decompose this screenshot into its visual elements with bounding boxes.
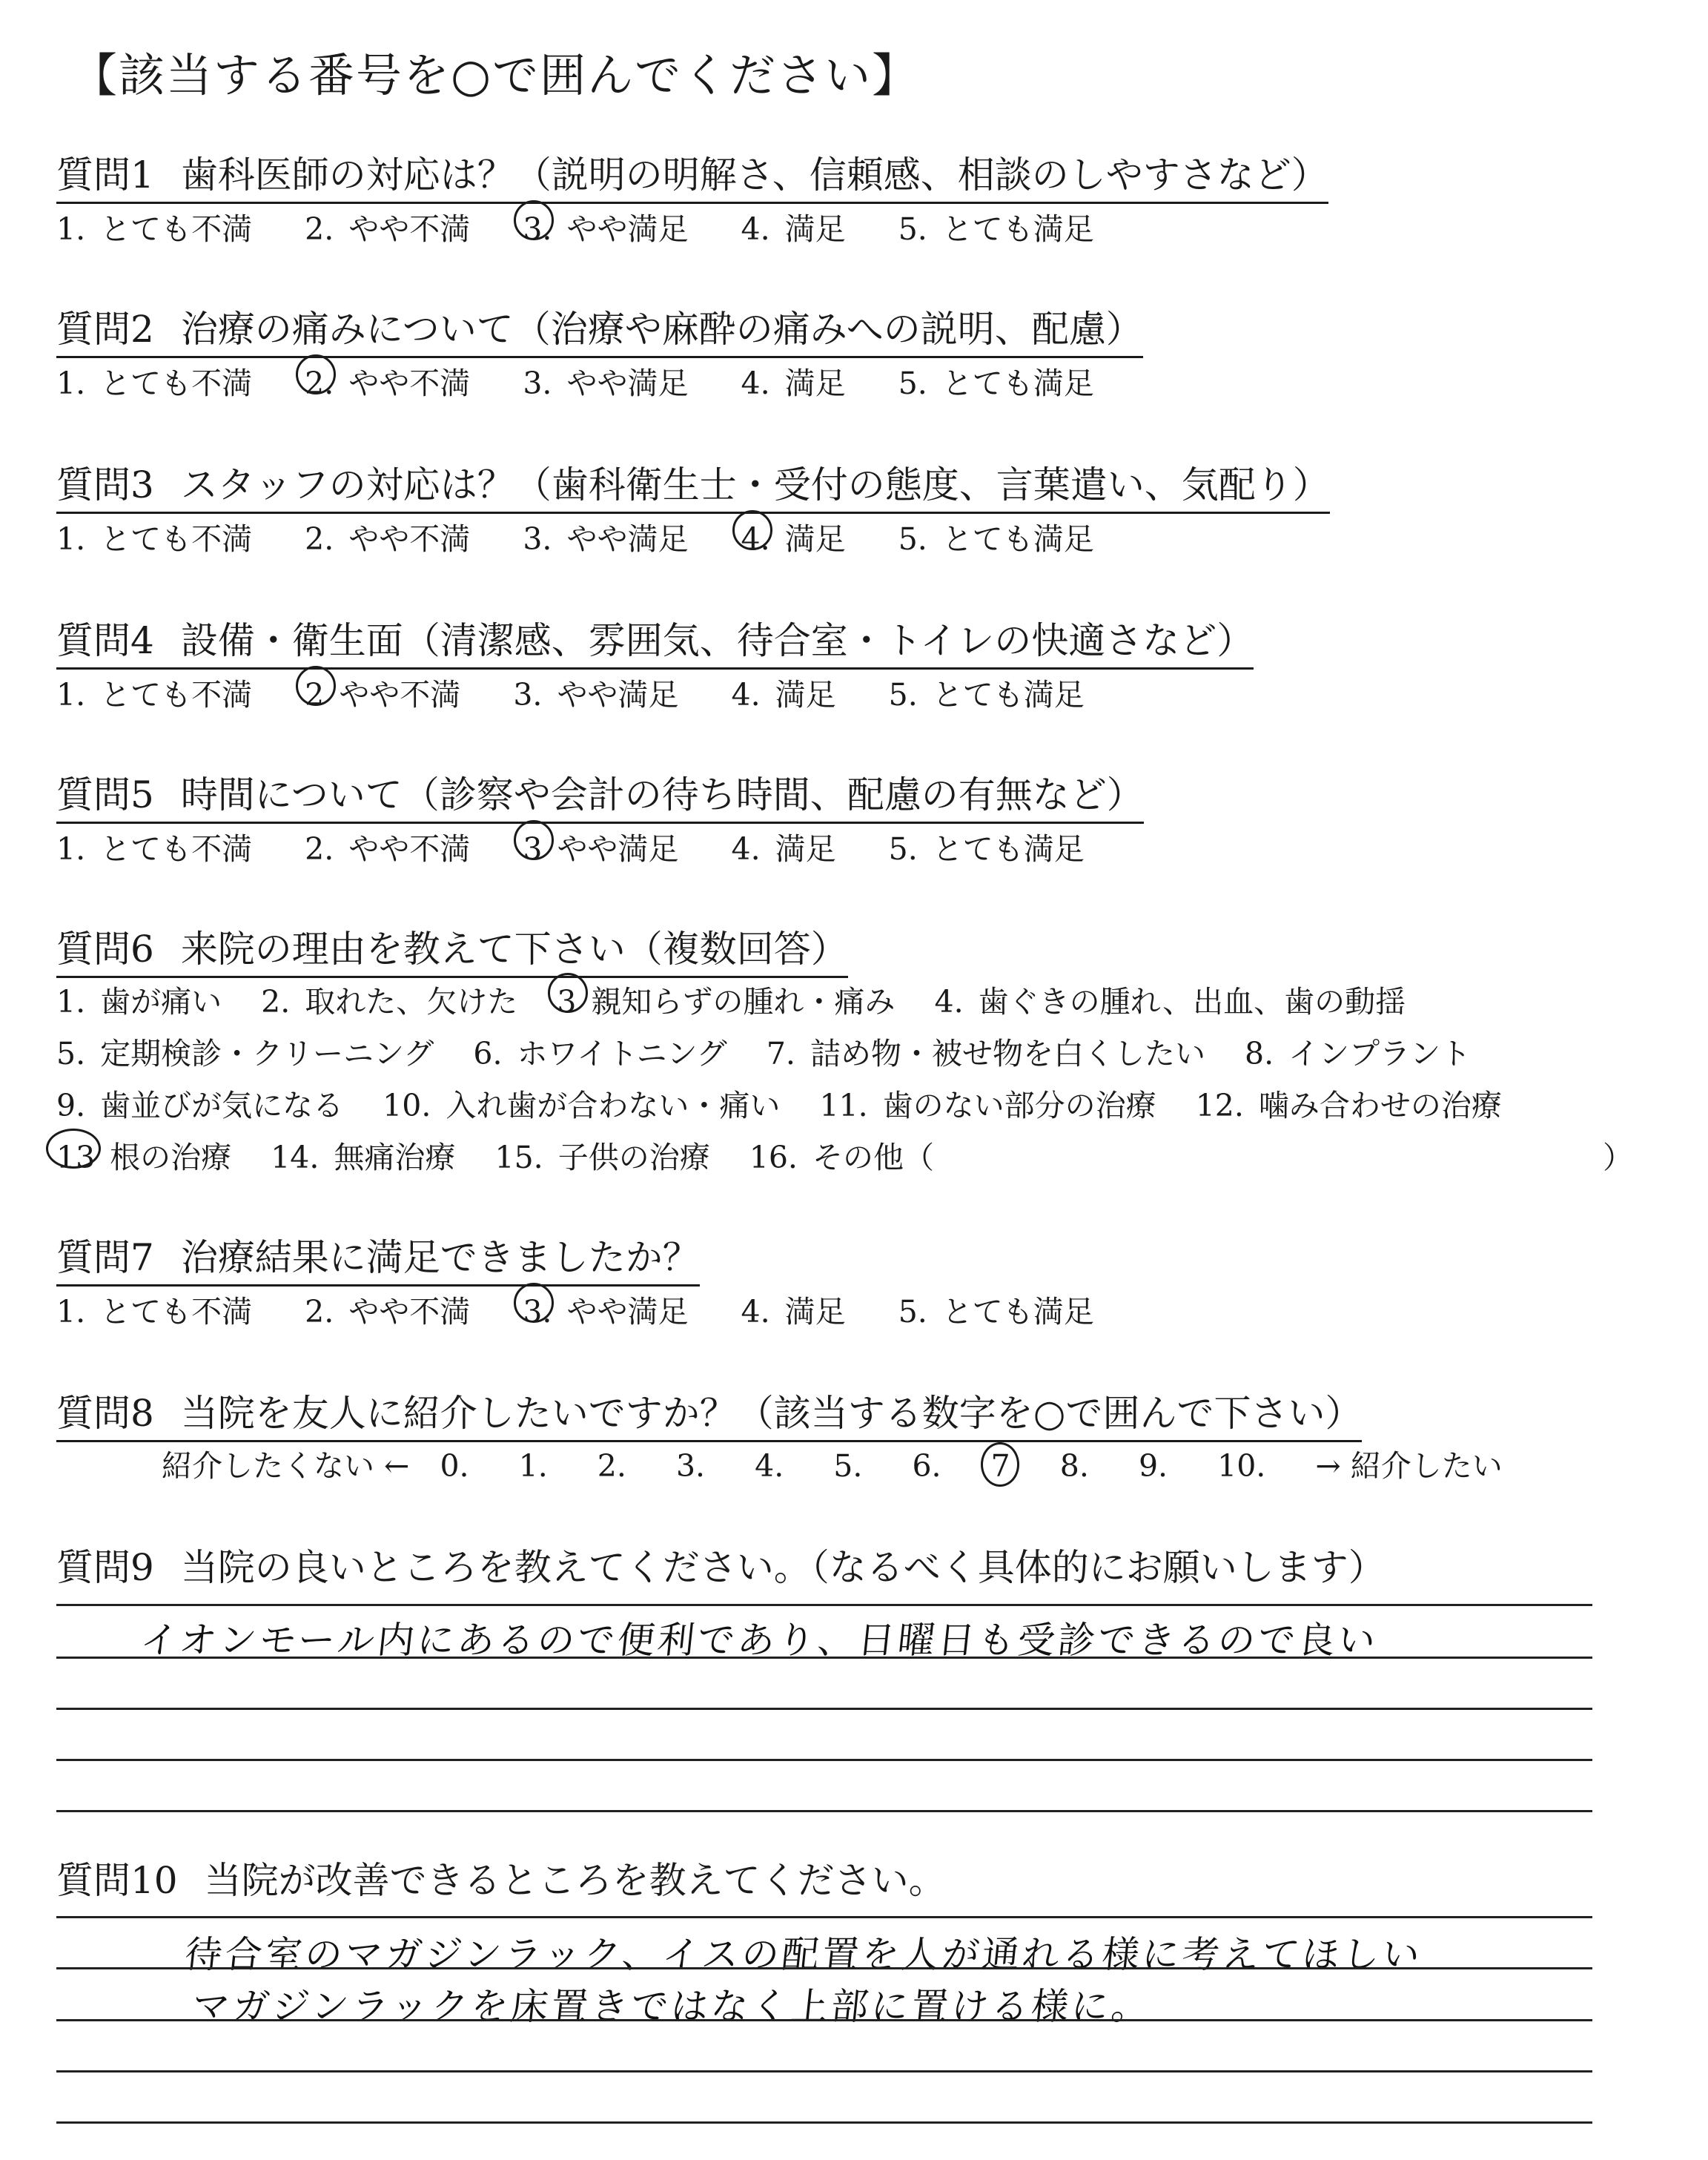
q7-option-4[interactable]: 4. 満足 — [741, 1294, 846, 1330]
q8-value-7-selected[interactable]: 7 — [990, 1448, 1010, 1484]
q6-option-6[interactable]: 6. ホワイトニング — [473, 1036, 727, 1071]
q6-row-1 — [56, 977, 1435, 1021]
q1-option-4[interactable]: 4. 満足 — [741, 211, 846, 247]
q6-text: 来院の理由を教えて下さい（複数回答） — [180, 928, 848, 971]
q5-option-2[interactable]: 2. やや不満 — [305, 831, 471, 867]
q7-number: 質問7 — [56, 1236, 154, 1279]
q9-title — [56, 1538, 1386, 1594]
q3-number: 質問3 — [56, 463, 154, 506]
q5-text: 時間について（診察や会計の待ち時間、配慮の有無など） — [180, 773, 1144, 816]
q3-option-1[interactable]: 1. とても不満 — [56, 521, 253, 557]
q9-answer-text[interactable]: イオンモール内にあるので便利であり、日曜日も受診できるので良い — [138, 1619, 1381, 1662]
q4-option-5[interactable]: 5. とても満足 — [888, 677, 1085, 713]
q7-option-5[interactable]: 5. とても満足 — [898, 1294, 1094, 1330]
q6-option-11[interactable]: 11. 歯のない部分の治療 — [819, 1088, 1156, 1123]
q7-title — [56, 1228, 700, 1287]
q1-text: 歯科医師の対応は？（説明の明解さ、信頼感、相談のしやすさなど） — [180, 153, 1328, 196]
q7-text: 治療結果に満足できましたか？ — [180, 1236, 700, 1279]
q8-left-label: 紹介したくない ← — [162, 1448, 410, 1484]
q6-row-4 — [56, 1133, 964, 1177]
q8-value-2[interactable]: 2. — [597, 1448, 626, 1484]
q5-options — [56, 825, 1664, 868]
q10-answer-line-5 — [56, 2121, 1592, 2124]
q7-option-2[interactable]: 2. やや不満 — [305, 1294, 471, 1330]
q4-text: 設備・衛生面（清潔感、雰囲気、待合室・トイレの快適さなど） — [180, 619, 1254, 662]
q3-text: スタッフの対応は？（歯科衛生士・受付の態度、言葉遣い、気配り） — [180, 463, 1330, 506]
q10-text: 当院が改善できるところを教えてください。 — [204, 1859, 946, 1902]
q10-number: 質問10 — [56, 1859, 178, 1902]
q9-answer-line-5 — [56, 1810, 1592, 1812]
q10-answer-text-line-1[interactable]: 待合室のマガジンラック、イスの配置を人が通れる様に考えてほしい — [182, 1933, 1425, 1976]
q10-answer-line-1 — [56, 1916, 1592, 1918]
q6-option-5[interactable]: 5. 定期検診・クリーニング — [56, 1036, 434, 1071]
q6-option-1[interactable]: 1. 歯が痛い — [56, 984, 222, 1020]
q2-option-2-selected[interactable]: 2. やや不満 — [305, 366, 471, 401]
q2-option-1[interactable]: 1. とても不満 — [56, 366, 253, 401]
q8-value-8[interactable]: 8. — [1059, 1448, 1089, 1484]
q10-answer-line-4 — [56, 2070, 1592, 2073]
form-header: 【該当する番号を○で囲んでください】 — [71, 48, 920, 102]
q5-option-5[interactable]: 5. とても満足 — [888, 831, 1085, 867]
q9-answer-line-2 — [56, 1657, 1592, 1659]
q6-option-10[interactable]: 10. 入れ歯が合わない・痛い — [383, 1088, 781, 1123]
q4-options — [56, 670, 1664, 714]
q5-title — [56, 765, 1144, 824]
q9-answer-line-1 — [56, 1604, 1592, 1606]
q2-option-5[interactable]: 5. とても満足 — [898, 366, 1094, 401]
q1-title — [56, 145, 1328, 204]
q6-option-4[interactable]: 4. 歯ぐきの腫れ、出血、歯の動揺 — [934, 984, 1406, 1020]
q3-option-3[interactable]: 3. やや満足 — [523, 521, 689, 557]
q8-value-3[interactable]: 3. — [675, 1448, 706, 1484]
q7-options — [56, 1287, 1664, 1331]
q6-option-15[interactable]: 15. 子供の治療 — [494, 1140, 710, 1175]
q8-value-0[interactable]: 0. — [440, 1448, 469, 1484]
q8-number: 質問8 — [56, 1392, 154, 1435]
q6-option-14[interactable]: 14. 無痛治療 — [271, 1140, 456, 1175]
q5-number: 質問5 — [56, 773, 154, 816]
q2-number: 質問2 — [56, 308, 154, 351]
q9-answer-line-3 — [56, 1708, 1592, 1710]
q2-option-3[interactable]: 3. やや満足 — [523, 366, 689, 401]
q10-answer-line-3 — [56, 2019, 1592, 2021]
q3-option-5[interactable]: 5. とても満足 — [898, 521, 1094, 557]
q1-number: 質問1 — [56, 153, 154, 196]
q1-options — [56, 205, 1664, 248]
q1-option-2[interactable]: 2. やや不満 — [305, 211, 471, 247]
q10-answer-line-2 — [56, 1967, 1592, 1969]
q1-option-3-selected[interactable]: 3. やや満足 — [523, 211, 689, 247]
q10-title — [56, 1851, 946, 1907]
q3-option-4-selected[interactable]: 4. 満足 — [741, 521, 846, 557]
q8-value-1[interactable]: 1. — [518, 1448, 548, 1484]
q4-option-1[interactable]: 1. とても不満 — [56, 677, 253, 713]
q4-option-3[interactable]: 3. やや満足 — [513, 677, 679, 713]
q8-text: 当院を友人に紹介したいですか？（該当する数字を○で囲んで下さい） — [180, 1392, 1363, 1435]
q2-option-4[interactable]: 4. 満足 — [741, 366, 846, 401]
q7-option-1[interactable]: 1. とても不満 — [56, 1294, 253, 1330]
q6-option-12[interactable]: 12. 噛み合わせの治療 — [1195, 1088, 1502, 1123]
q4-option-2-selected[interactable]: 2 やや不満 — [305, 677, 461, 713]
q2-options — [56, 359, 1664, 403]
q6-row-3 — [56, 1081, 1532, 1125]
q7-option-3-selected[interactable]: 3. やや満足 — [523, 1294, 689, 1330]
q2-title — [56, 300, 1143, 358]
q3-title — [56, 455, 1330, 514]
q6-option-13-selected[interactable]: 13 根の治療 — [56, 1140, 232, 1175]
q4-option-4[interactable]: 4. 満足 — [731, 677, 836, 713]
q6-row-2 — [56, 1029, 1500, 1073]
q6-option-16-other[interactable]: 16. その他（ — [749, 1140, 934, 1175]
q6-other-close-paren: ） — [1603, 1140, 1633, 1175]
q6-option-2[interactable]: 2. 取れた、欠けた — [261, 984, 518, 1020]
q8-value-4[interactable]: 4. — [755, 1448, 784, 1484]
q10-answer-text-line-2[interactable]: マガジンラックを床置きではなく上部に置ける様に。 — [190, 1985, 1154, 2028]
q5-option-4[interactable]: 4. 満足 — [731, 831, 836, 867]
q8-value-10[interactable]: 10. — [1217, 1448, 1266, 1484]
q4-number: 質問4 — [56, 619, 154, 662]
q6-option-3-selected[interactable]: 3 親知らずの腫れ・痛み — [557, 984, 896, 1020]
q5-option-1[interactable]: 1. とても不満 — [56, 831, 253, 867]
q1-option-1[interactable]: 1. とても不満 — [56, 211, 253, 247]
q6-title — [56, 919, 848, 978]
q9-answer-line-4 — [56, 1759, 1592, 1761]
q9-text: 当院の良いところを教えてください。（なるべく具体的にお願いします） — [180, 1546, 1386, 1589]
q8-scale — [162, 1441, 1503, 1485]
q8-title — [56, 1384, 1362, 1442]
q6-option-9[interactable]: 9. 歯並びが気になる — [56, 1088, 344, 1123]
q8-value-9[interactable]: 9. — [1138, 1448, 1168, 1484]
q8-value-6[interactable]: 6. — [912, 1448, 941, 1484]
q1-option-5[interactable]: 5. とても満足 — [898, 211, 1094, 247]
q8-value-5[interactable]: 5. — [833, 1448, 863, 1484]
q4-title — [56, 611, 1254, 670]
q6-option-7[interactable]: 7. 詰め物・被せ物を白くしたい — [766, 1036, 1205, 1071]
q6-option-8[interactable]: 8. インプラント — [1245, 1036, 1472, 1071]
q6-number: 質問6 — [56, 928, 154, 971]
q2-text: 治療の痛みについて（治療や麻酔の痛みへの説明、配慮） — [180, 308, 1143, 351]
q5-option-3-selected[interactable]: 3 やや満足 — [523, 831, 679, 867]
q3-options — [56, 515, 1664, 558]
q3-option-2[interactable]: 2. やや不満 — [305, 521, 471, 557]
q9-number: 質問9 — [56, 1546, 154, 1589]
q8-right-label: → 紹介したい — [1315, 1448, 1503, 1484]
